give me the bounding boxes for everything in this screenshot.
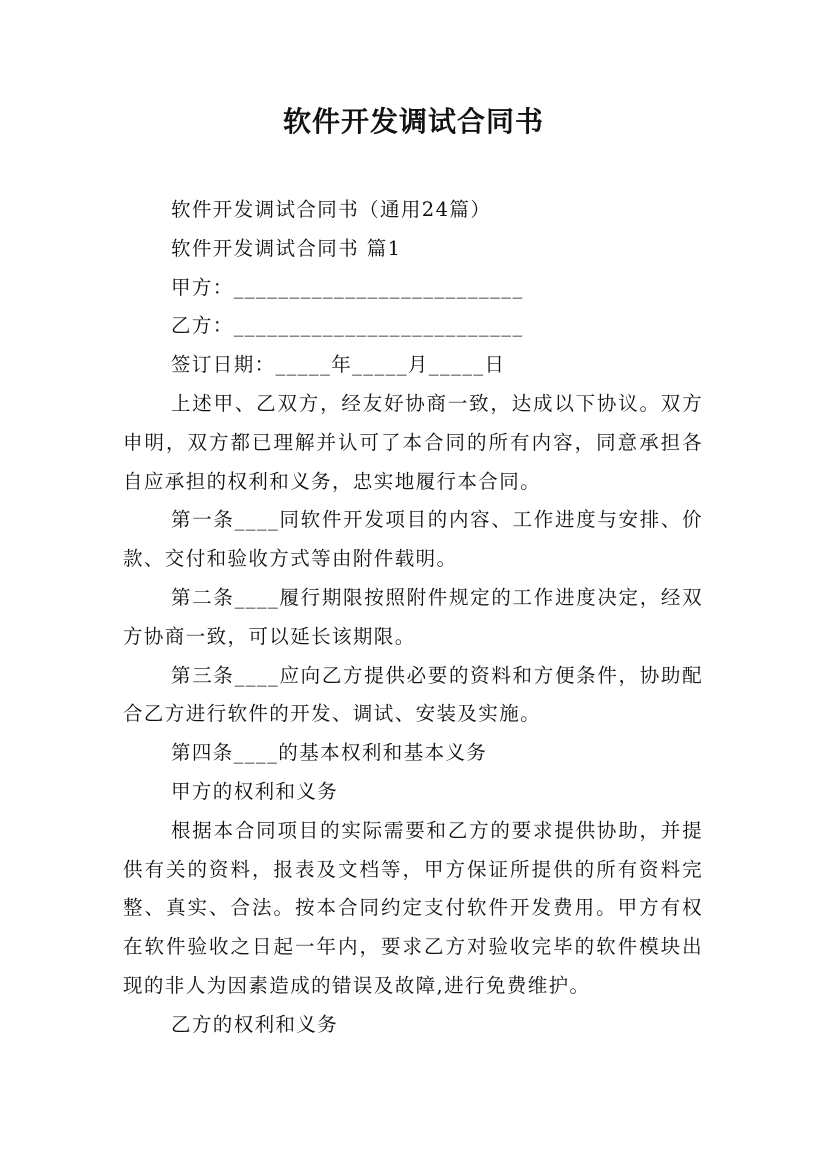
article-1-paragraph: 第一条____同软件开发项目的内容、工作进度与安排、价款、交付和验收方式等由附件载明。	[123, 508, 703, 571]
section-heading: 软件开发调试合同书 篇1	[171, 236, 402, 260]
signing-date-line: 签订日期：_____年_____月_____日	[171, 353, 506, 377]
article-3-paragraph: 第三条____应向乙方提供必要的资料和方便条件，协助配合乙方进行软件的开发、调试、安装及实施。	[123, 663, 703, 726]
intro-paragraph: 上述甲、乙双方，经友好协商一致，达成以下协议。双方申明，双方都已理解并认可了本合同的所有内容，同意承担各自应承担的权利和义务，忠实地履行本合同。	[123, 391, 703, 493]
party-b-rights-heading: 乙方的权利和义务	[171, 1012, 339, 1036]
party-a-line: 甲方：__________________________	[171, 275, 524, 299]
article-4-paragraph: 第四条____的基本权利和基本义务	[171, 741, 488, 765]
party-a-rights-heading: 甲方的权利和义务	[171, 779, 339, 803]
article-2-paragraph: 第二条____履行期限按照附件规定的工作进度决定，经双方协商一致，可以延长该期限。	[123, 585, 703, 648]
subtitle-line: 软件开发调试合同书（通用24篇）	[171, 198, 492, 221]
document-title: 软件开发调试合同书	[282, 105, 544, 138]
party-a-rights-paragraph: 根据本合同项目的实际需要和乙方的要求提供协助，并提供有关的资料，报表及文档等，甲方保证所提供的所有资料完整、真实、合法。按本合同约定支付软件开发费用。甲方有权在软件验收之日起一年内，要求乙方对验收完毕的软件模块出现的非人为因素造成的错误及故障,进行免费维护。	[123, 818, 703, 997]
party-b-line: 乙方：__________________________	[171, 314, 524, 338]
document-body	[123, 191, 703, 1045]
